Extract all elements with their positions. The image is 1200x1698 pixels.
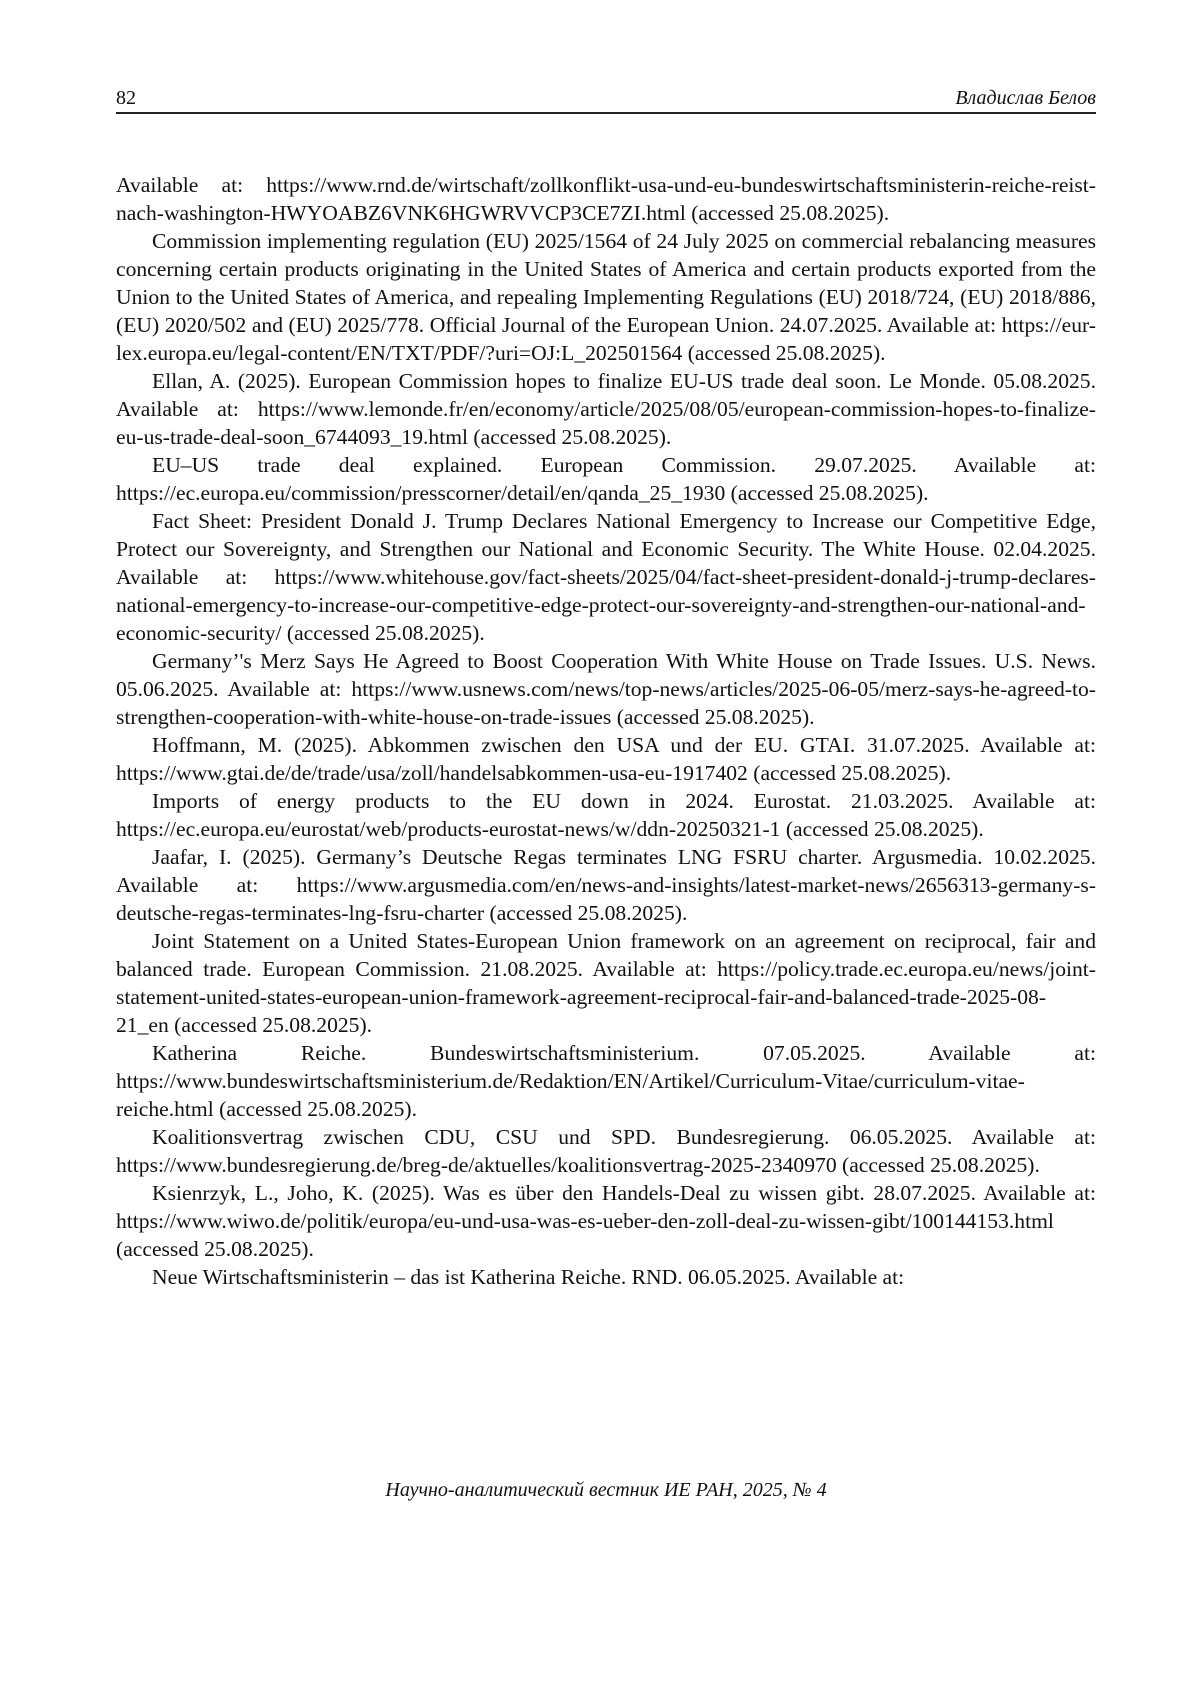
- reference-entry: Katherina Reiche. Bundeswirtschaftsministerium. 07.05.2025. Available at: https://www.bundeswirtschaftsministerium.de/Redaktion/EN/Artikel/Curriculum-Vitae/curriculum-vitae-reiche.html (accessed 25.08.2025).: [116, 1041, 1096, 1121]
- page-number: 82: [116, 87, 136, 109]
- running-header-author: Владислав Белов: [955, 87, 1096, 109]
- journal-footer: Научно-аналитический вестник ИЕ РАН, 2025, № 4: [385, 1479, 827, 1501]
- reference-entry: Ksienrzyk, L., Joho, K. (2025). Was es über den Handels-Deal zu wissen gibt. 28.07.2025. Available at: https://www.wiwo.de/politik/europa/eu-und-usa-was-es-ueber-den-zoll-deal-zu-wissen-gibt/100144153.html (accessed 25.08.2025).: [116, 1181, 1096, 1261]
- reference-entry: Hoffmann, M. (2025). Abkommen zwischen den USA und der EU. GTAI. 31.07.2025. Available at: https://www.gtai.de/de/trade/usa/zoll/handelsabkommen-usa-eu-1917402 (accessed 25.08.2025).: [116, 733, 1096, 785]
- reference-entry: Koalitionsvertrag zwischen CDU, CSU und SPD. Bundesregierung. 06.05.2025. Available at: https://www.bundesregierung.de/breg-de/aktuelles/koalitionsvertrag-2025-2340970 (accessed 25.08.2025).: [116, 1125, 1096, 1177]
- reference-entry: Germany’'s Merz Says He Agreed to Boost Cooperation With White House on Trade Issues. U.S. News. 05.06.2025. Available at: https://www.usnews.com/news/top-news/articles/2025-06-05/merz-says-he-agreed-to-strengthen-cooperation-with-white-house-on-trade-issues (accessed 25.08.2025).: [116, 649, 1096, 729]
- reference-entry: Available at: https://www.rnd.de/wirtschaft/zollkonflikt-usa-und-eu-bundeswirtschaftsministerin-reiche-reist-nach-washington-HWYOABZ6VNK6HGWRVVCP3CE7ZI.html (accessed 25.08.2025).: [116, 173, 1096, 225]
- reference-entry: Fact Sheet: President Donald J. Trump Declares National Emergency to Increase our Competitive Edge, Protect our Sovereignty, and Strengthen our National and Economic Security. The White House. 02.04.2025. Available at: https://www.whitehouse.gov/fact-sheets/2025/04/fact-sheet-president-donald-j-trump-declares-national-emergency-to-increase-our-competitive-edge-protect-our-sovereignty-and-strengthen-our-national-and-economic-security/ (accessed 25.08.2025).: [116, 509, 1096, 645]
- reference-entry: Neue Wirtschaftsministerin – das ist Katherina Reiche. RND. 06.05.2025. Available at:: [152, 1265, 905, 1289]
- running-header: [116, 84, 1096, 114]
- reference-entry: Imports of energy products to the EU down in 2024. Eurostat. 21.03.2025. Available at: https://ec.europa.eu/eurostat/web/products-eurostat-news/w/ddn-20250321-1 (accessed 25.08.2025).: [116, 789, 1096, 841]
- reference-list: [116, 171, 1096, 1291]
- reference-entry: Joint Statement on a United States-European Union framework on an agreement on reciprocal, fair and balanced trade. European Commission. 21.08.2025. Available at: https://policy.trade.ec.europa.eu/news/joint-statement-united-states-european-union-framework-agreement-reciprocal-fair-and-balanced-trade-2025-08-21_en (accessed 25.08.2025).: [116, 929, 1096, 1037]
- reference-entry: Commission implementing regulation (EU) 2025/1564 of 24 July 2025 on commercial rebalancing measures concerning certain products originating in the United States of America and certain products exported from the Union to the United States of America, and repealing Implementing Regulations (EU) 2018/724, (EU) 2018/886, (EU) 2020/502 and (EU) 2025/778. Official Journal of the European Union. 24.07.2025. Available at: https://eur-lex.europa.eu/legal-content/EN/TXT/PDF/?uri=OJ:L_202501564 (accessed 25.08.2025).: [116, 229, 1096, 365]
- reference-entry: Ellan, A. (2025). European Commission hopes to finalize EU-US trade deal soon. Le Monde. 05.08.2025. Available at: https://www.lemonde.fr/en/economy/article/2025/08/05/european-commission-hopes-to-finalize-eu-us-trade-deal-soon_6744093_19.html (accessed 25.08.2025).: [116, 369, 1096, 449]
- reference-entry: Jaafar, I. (2025). Germany’s Deutsche Regas terminates LNG FSRU charter. Argusmedia. 10.02.2025. Available at: https://www.argusmedia.com/en/news-and-insights/latest-market-news/2656313-germany-s-deutsche-regas-terminates-lng-fsru-charter (accessed 25.08.2025).: [116, 845, 1096, 925]
- reference-entry: EU–US trade deal explained. European Commission. 29.07.2025. Available at: https://ec.europa.eu/commission/presscorner/detail/en/qanda_25_1930 (accessed 25.08.2025).: [116, 453, 1096, 505]
